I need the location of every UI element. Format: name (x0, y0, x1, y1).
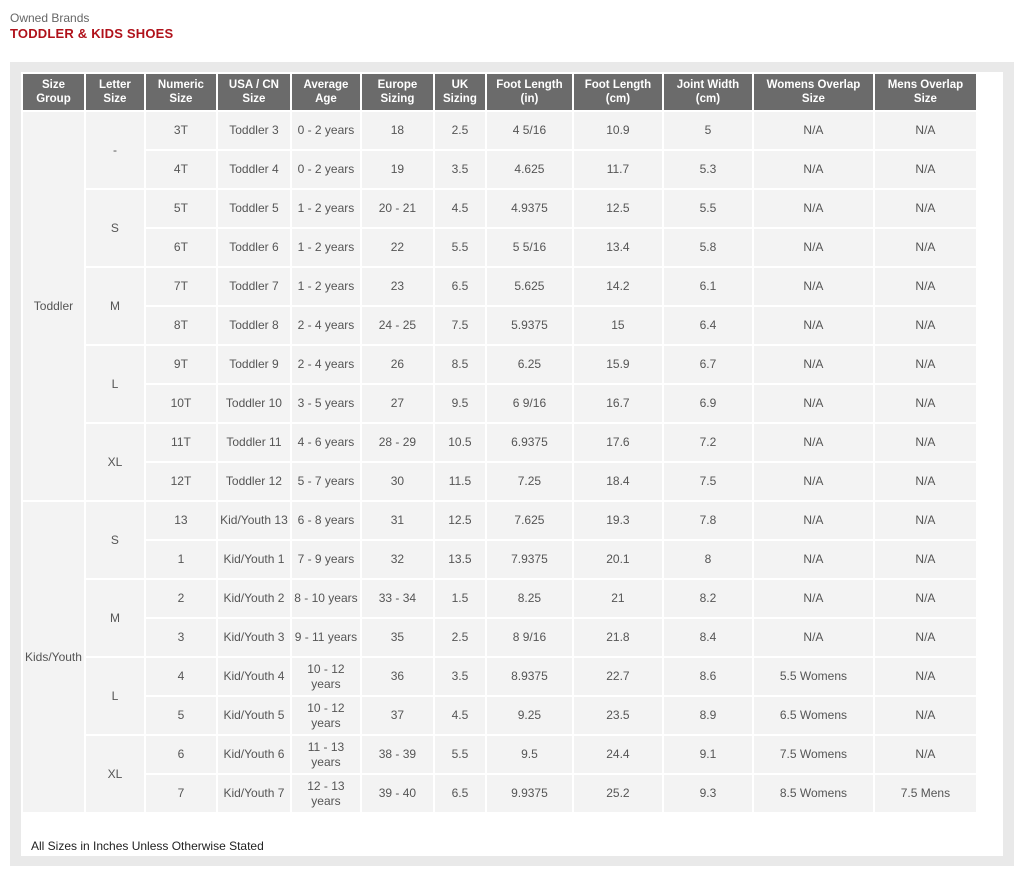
foot-length-cm-cell: 12.5 (574, 190, 662, 227)
foot-length-cm-cell: 18.4 (574, 463, 662, 500)
average-age-cell: 5 - 7 years (292, 463, 360, 500)
foot-length-in-cell: 6 9/16 (487, 385, 572, 422)
average-age-cell: 0 - 2 years (292, 112, 360, 149)
letter-size-cell: XL (86, 424, 144, 500)
table-row (23, 268, 976, 305)
average-age-cell: 3 - 5 years (292, 385, 360, 422)
numeric-size-cell: 3T (146, 112, 216, 149)
joint-width-cell: 7.5 (664, 463, 752, 500)
womens-overlap-cell: N/A (754, 112, 873, 149)
europe-sizing-cell: 26 (362, 346, 433, 383)
europe-sizing-cell: 19 (362, 151, 433, 188)
europe-sizing-cell: 35 (362, 619, 433, 656)
europe-sizing-cell: 39 - 40 (362, 775, 433, 812)
womens-overlap-cell: N/A (754, 580, 873, 617)
joint-width-cell: 5.3 (664, 151, 752, 188)
mens-overlap-cell: N/A (875, 502, 976, 539)
table-row (23, 112, 976, 149)
foot-length-in-cell: 9.5 (487, 736, 572, 773)
foot-length-in-cell: 8 9/16 (487, 619, 572, 656)
joint-width-cell: 8 (664, 541, 752, 578)
foot-length-in-cell: 4.625 (487, 151, 572, 188)
average-age-cell: 2 - 4 years (292, 307, 360, 344)
foot-length-cm-cell: 17.6 (574, 424, 662, 461)
foot-length-cm-cell: 21 (574, 580, 662, 617)
foot-length-in-cell: 9.25 (487, 697, 572, 734)
usa-cn-size-cell: Kid/Youth 7 (218, 775, 290, 812)
womens-overlap-cell: N/A (754, 229, 873, 266)
europe-sizing-cell: 38 - 39 (362, 736, 433, 773)
uk-sizing-cell: 6.5 (435, 268, 485, 305)
usa-cn-size-cell: Toddler 4 (218, 151, 290, 188)
letter-size-cell: L (86, 346, 144, 422)
mens-overlap-cell: N/A (875, 736, 976, 773)
mens-overlap-cell: N/A (875, 229, 976, 266)
europe-sizing-cell: 23 (362, 268, 433, 305)
uk-sizing-cell: 1.5 (435, 580, 485, 617)
uk-sizing-cell: 7.5 (435, 307, 485, 344)
usa-cn-size-cell: Toddler 6 (218, 229, 290, 266)
foot-length-in-cell: 8.9375 (487, 658, 572, 695)
uk-sizing-cell: 3.5 (435, 658, 485, 695)
uk-sizing-cell: 2.5 (435, 112, 485, 149)
mens-overlap-cell: N/A (875, 190, 976, 227)
table-row (23, 775, 976, 812)
numeric-size-cell: 8T (146, 307, 216, 344)
table-row (23, 619, 976, 656)
numeric-size-cell: 9T (146, 346, 216, 383)
usa-cn-size-cell: Kid/Youth 6 (218, 736, 290, 773)
europe-sizing-cell: 27 (362, 385, 433, 422)
average-age-cell: 0 - 2 years (292, 151, 360, 188)
table-header-row (23, 74, 976, 110)
uk-sizing-cell: 12.5 (435, 502, 485, 539)
usa-cn-size-cell: Toddler 9 (218, 346, 290, 383)
joint-width-cell: 7.8 (664, 502, 752, 539)
foot-length-cm-cell: 24.4 (574, 736, 662, 773)
foot-length-cm-cell: 21.8 (574, 619, 662, 656)
mens-overlap-cell: N/A (875, 112, 976, 149)
col-header-numeric-size: Numeric Size (146, 74, 216, 110)
foot-length-cm-cell: 23.5 (574, 697, 662, 734)
joint-width-cell: 8.4 (664, 619, 752, 656)
numeric-size-cell: 7T (146, 268, 216, 305)
europe-sizing-cell: 37 (362, 697, 433, 734)
table-row (23, 424, 976, 461)
foot-length-cm-cell: 22.7 (574, 658, 662, 695)
usa-cn-size-cell: Toddler 12 (218, 463, 290, 500)
europe-sizing-cell: 20 - 21 (362, 190, 433, 227)
womens-overlap-cell: N/A (754, 346, 873, 383)
usa-cn-size-cell: Toddler 8 (218, 307, 290, 344)
womens-overlap-cell: N/A (754, 541, 873, 578)
letter-size-cell: XL (86, 736, 144, 812)
womens-overlap-cell: N/A (754, 502, 873, 539)
womens-overlap-cell: N/A (754, 190, 873, 227)
foot-length-cm-cell: 25.2 (574, 775, 662, 812)
average-age-cell: 11 - 13 years (292, 736, 360, 773)
mens-overlap-cell: N/A (875, 268, 976, 305)
table-row (23, 190, 976, 227)
table-row (23, 229, 976, 266)
numeric-size-cell: 1 (146, 541, 216, 578)
europe-sizing-cell: 22 (362, 229, 433, 266)
average-age-cell: 7 - 9 years (292, 541, 360, 578)
numeric-size-cell: 4 (146, 658, 216, 695)
europe-sizing-cell: 28 - 29 (362, 424, 433, 461)
joint-width-cell: 7.2 (664, 424, 752, 461)
numeric-size-cell: 5 (146, 697, 216, 734)
foot-length-cm-cell: 11.7 (574, 151, 662, 188)
foot-length-in-cell: 6.9375 (487, 424, 572, 461)
usa-cn-size-cell: Kid/Youth 4 (218, 658, 290, 695)
foot-length-in-cell: 4.9375 (487, 190, 572, 227)
col-header-foot-length-in: Foot Length (in) (487, 74, 572, 110)
table-row (23, 697, 976, 734)
numeric-size-cell: 13 (146, 502, 216, 539)
usa-cn-size-cell: Kid/Youth 2 (218, 580, 290, 617)
joint-width-cell: 6.9 (664, 385, 752, 422)
uk-sizing-cell: 9.5 (435, 385, 485, 422)
uk-sizing-cell: 5.5 (435, 736, 485, 773)
womens-overlap-cell: N/A (754, 151, 873, 188)
usa-cn-size-cell: Toddler 3 (218, 112, 290, 149)
col-header-usa-cn-size: USA / CN Size (218, 74, 290, 110)
average-age-cell: 10 - 12 years (292, 697, 360, 734)
foot-length-in-cell: 5.9375 (487, 307, 572, 344)
usa-cn-size-cell: Toddler 5 (218, 190, 290, 227)
mens-overlap-cell: N/A (875, 151, 976, 188)
average-age-cell: 4 - 6 years (292, 424, 360, 461)
col-header-mens-overlap: Mens Overlap Size (875, 74, 976, 110)
size-chart-frame (10, 62, 1014, 866)
europe-sizing-cell: 30 (362, 463, 433, 500)
average-age-cell: 8 - 10 years (292, 580, 360, 617)
womens-overlap-cell: N/A (754, 619, 873, 656)
usa-cn-size-cell: Toddler 11 (218, 424, 290, 461)
letter-size-cell: S (86, 502, 144, 578)
table-row (23, 541, 976, 578)
womens-overlap-cell: 8.5 Womens (754, 775, 873, 812)
numeric-size-cell: 11T (146, 424, 216, 461)
uk-sizing-cell: 4.5 (435, 697, 485, 734)
numeric-size-cell: 6T (146, 229, 216, 266)
table-row (23, 346, 976, 383)
mens-overlap-cell: N/A (875, 385, 976, 422)
foot-length-in-cell: 4 5/16 (487, 112, 572, 149)
joint-width-cell: 5 (664, 112, 752, 149)
womens-overlap-cell: N/A (754, 463, 873, 500)
page-title: TODDLER & KIDS SHOES (10, 26, 174, 41)
table-row (23, 463, 976, 500)
mens-overlap-cell: N/A (875, 346, 976, 383)
foot-length-cm-cell: 10.9 (574, 112, 662, 149)
numeric-size-cell: 12T (146, 463, 216, 500)
foot-length-in-cell: 5 5/16 (487, 229, 572, 266)
usa-cn-size-cell: Kid/Youth 13 (218, 502, 290, 539)
womens-overlap-cell: 6.5 Womens (754, 697, 873, 734)
col-header-joint-width-cm: Joint Width (cm) (664, 74, 752, 110)
foot-length-in-cell: 7.9375 (487, 541, 572, 578)
mens-overlap-cell: N/A (875, 424, 976, 461)
uk-sizing-cell: 6.5 (435, 775, 485, 812)
size-group-cell: Kids/Youth (23, 502, 84, 812)
joint-width-cell: 5.5 (664, 190, 752, 227)
womens-overlap-cell: N/A (754, 307, 873, 344)
uk-sizing-cell: 2.5 (435, 619, 485, 656)
numeric-size-cell: 7 (146, 775, 216, 812)
mens-overlap-cell: N/A (875, 307, 976, 344)
uk-sizing-cell: 10.5 (435, 424, 485, 461)
table-row (23, 736, 976, 773)
numeric-size-cell: 4T (146, 151, 216, 188)
europe-sizing-cell: 18 (362, 112, 433, 149)
col-header-europe-sizing: Europe Sizing (362, 74, 433, 110)
joint-width-cell: 8.9 (664, 697, 752, 734)
usa-cn-size-cell: Kid/Youth 1 (218, 541, 290, 578)
average-age-cell: 6 - 8 years (292, 502, 360, 539)
letter-size-cell: M (86, 580, 144, 656)
numeric-size-cell: 6 (146, 736, 216, 773)
average-age-cell: 2 - 4 years (292, 346, 360, 383)
womens-overlap-cell: N/A (754, 385, 873, 422)
joint-width-cell: 9.3 (664, 775, 752, 812)
foot-length-cm-cell: 15 (574, 307, 662, 344)
mens-overlap-cell: N/A (875, 619, 976, 656)
breadcrumb[interactable]: Owned Brands (10, 11, 90, 25)
numeric-size-cell: 3 (146, 619, 216, 656)
foot-length-cm-cell: 16.7 (574, 385, 662, 422)
average-age-cell: 1 - 2 years (292, 190, 360, 227)
europe-sizing-cell: 32 (362, 541, 433, 578)
footnote: All Sizes in Inches Unless Otherwise Stated (31, 839, 264, 853)
col-header-average-age: Average Age (292, 74, 360, 110)
mens-overlap-cell: N/A (875, 463, 976, 500)
usa-cn-size-cell: Toddler 10 (218, 385, 290, 422)
womens-overlap-cell: N/A (754, 268, 873, 305)
foot-length-cm-cell: 15.9 (574, 346, 662, 383)
foot-length-cm-cell: 19.3 (574, 502, 662, 539)
uk-sizing-cell: 4.5 (435, 190, 485, 227)
average-age-cell: 1 - 2 years (292, 268, 360, 305)
numeric-size-cell: 5T (146, 190, 216, 227)
mens-overlap-cell: N/A (875, 658, 976, 695)
foot-length-in-cell: 9.9375 (487, 775, 572, 812)
joint-width-cell: 8.2 (664, 580, 752, 617)
table-row (23, 385, 976, 422)
numeric-size-cell: 10T (146, 385, 216, 422)
joint-width-cell: 9.1 (664, 736, 752, 773)
joint-width-cell: 6.1 (664, 268, 752, 305)
joint-width-cell: 8.6 (664, 658, 752, 695)
letter-size-cell: M (86, 268, 144, 344)
size-chart-body (23, 112, 976, 812)
foot-length-cm-cell: 14.2 (574, 268, 662, 305)
uk-sizing-cell: 5.5 (435, 229, 485, 266)
foot-length-cm-cell: 13.4 (574, 229, 662, 266)
foot-length-in-cell: 5.625 (487, 268, 572, 305)
europe-sizing-cell: 24 - 25 (362, 307, 433, 344)
foot-length-cm-cell: 20.1 (574, 541, 662, 578)
joint-width-cell: 6.4 (664, 307, 752, 344)
usa-cn-size-cell: Kid/Youth 3 (218, 619, 290, 656)
size-group-cell: Toddler (23, 112, 84, 500)
table-row (23, 658, 976, 695)
womens-overlap-cell: 5.5 Womens (754, 658, 873, 695)
joint-width-cell: 6.7 (664, 346, 752, 383)
table-row (23, 151, 976, 188)
foot-length-in-cell: 8.25 (487, 580, 572, 617)
letter-size-cell: S (86, 190, 144, 266)
numeric-size-cell: 2 (146, 580, 216, 617)
europe-sizing-cell: 31 (362, 502, 433, 539)
size-chart-panel (21, 72, 1003, 856)
womens-overlap-cell: 7.5 Womens (754, 736, 873, 773)
usa-cn-size-cell: Toddler 7 (218, 268, 290, 305)
uk-sizing-cell: 3.5 (435, 151, 485, 188)
letter-size-cell: - (86, 112, 144, 188)
table-row (23, 580, 976, 617)
uk-sizing-cell: 11.5 (435, 463, 485, 500)
mens-overlap-cell: 7.5 Mens (875, 775, 976, 812)
average-age-cell: 1 - 2 years (292, 229, 360, 266)
joint-width-cell: 5.8 (664, 229, 752, 266)
table-row (23, 307, 976, 344)
col-header-uk-sizing: UK Sizing (435, 74, 485, 110)
col-header-letter-size: Letter Size (86, 74, 144, 110)
foot-length-in-cell: 6.25 (487, 346, 572, 383)
uk-sizing-cell: 8.5 (435, 346, 485, 383)
average-age-cell: 12 - 13 years (292, 775, 360, 812)
table-row (23, 502, 976, 539)
col-header-foot-length-cm: Foot Length (cm) (574, 74, 662, 110)
mens-overlap-cell: N/A (875, 697, 976, 734)
col-header-size-group: Size Group (23, 74, 84, 110)
europe-sizing-cell: 33 - 34 (362, 580, 433, 617)
foot-length-in-cell: 7.25 (487, 463, 572, 500)
col-header-womens-overlap: Womens Overlap Size (754, 74, 873, 110)
usa-cn-size-cell: Kid/Youth 5 (218, 697, 290, 734)
size-chart-table (21, 72, 978, 814)
letter-size-cell: L (86, 658, 144, 734)
mens-overlap-cell: N/A (875, 580, 976, 617)
mens-overlap-cell: N/A (875, 541, 976, 578)
womens-overlap-cell: N/A (754, 424, 873, 461)
foot-length-in-cell: 7.625 (487, 502, 572, 539)
europe-sizing-cell: 36 (362, 658, 433, 695)
average-age-cell: 10 - 12 years (292, 658, 360, 695)
average-age-cell: 9 - 11 years (292, 619, 360, 656)
uk-sizing-cell: 13.5 (435, 541, 485, 578)
